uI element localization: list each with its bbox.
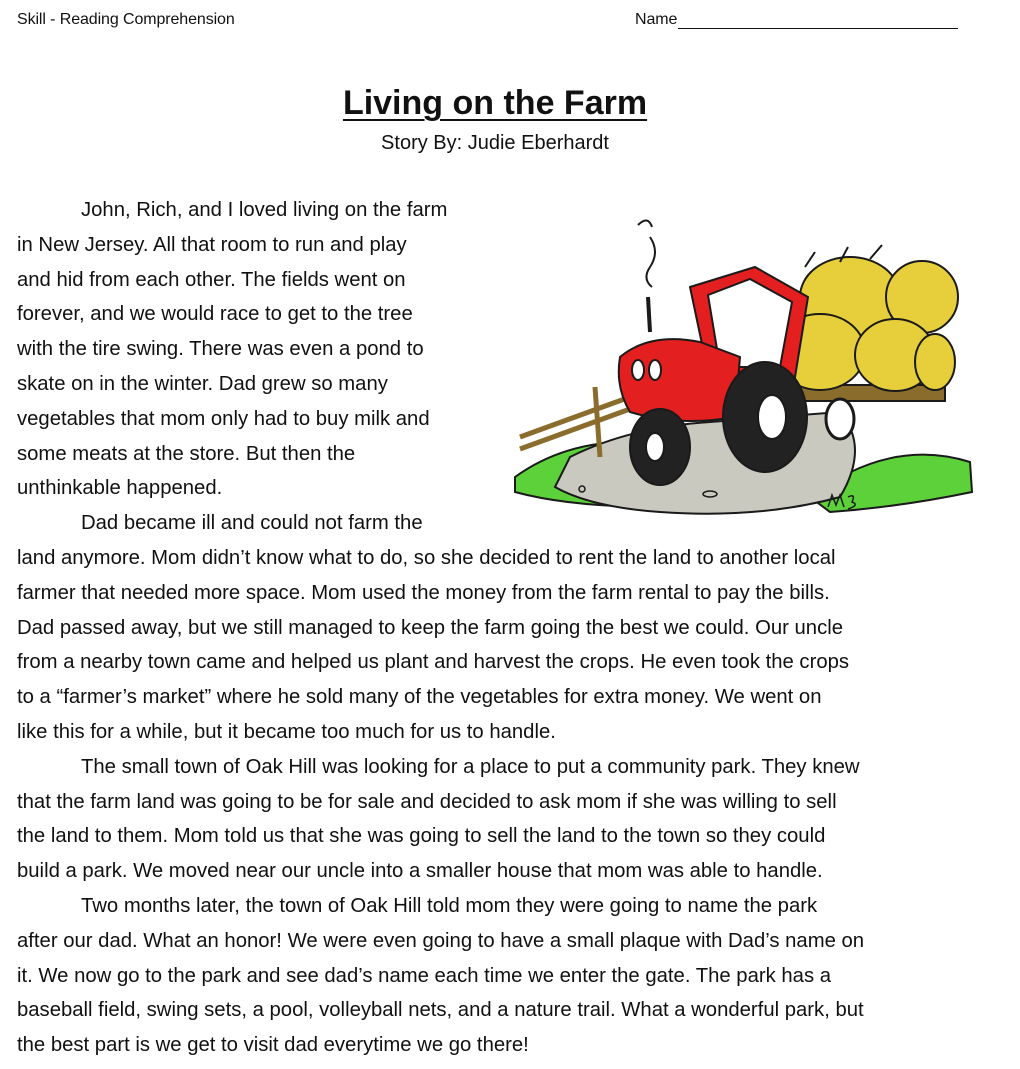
name-label: Name: [635, 11, 678, 28]
paragraph-1: [17, 193, 977, 506]
story-line: build a park. We moved near our uncle into a smaller house that mom was able to handle.: [17, 860, 823, 883]
story-line: the land to them. Mom told us that she was going to sell the land to the town so they could: [17, 825, 826, 848]
story-line: unthinkable happened.: [17, 477, 223, 500]
paragraph-2: [17, 506, 977, 750]
story-line: like this for a while, but it became too much for us to handle.: [17, 720, 556, 743]
story-line: Dad became ill and could not farm the: [81, 512, 423, 535]
story-text: [17, 193, 977, 1063]
story-line: John, Rich, and I loved living on the farm: [81, 199, 448, 221]
story-line: forever, and we would race to get to the tree: [17, 303, 413, 326]
story-line: and hid from each other. The fields went on: [17, 268, 406, 291]
story-line: vegetables that mom only had to buy milk and: [17, 407, 430, 430]
story-line: some meats at the store. But then the: [17, 442, 356, 465]
story-line: baseball field, swing sets, a pool, volleyball nets, and a nature trail. What a wonderful park, but: [17, 999, 864, 1022]
paragraph-3: [17, 750, 977, 889]
paragraph-4: [17, 889, 977, 1063]
name-field[interactable]: [635, 11, 958, 29]
byline: Story By: Judie Eberhardt: [381, 132, 609, 154]
page-title: Living on the Farm: [342, 84, 648, 122]
name-blank-line[interactable]: [678, 12, 958, 29]
story-line: Two months later, the town of Oak Hill told mom they were going to name the park: [81, 894, 818, 917]
story-line: The small town of Oak Hill was looking for a place to put a community park. They knew: [81, 755, 860, 778]
story-line: after our dad. What an honor! We were even going to have a small plaque with Dad’s name on: [17, 929, 865, 952]
story-line: Dad passed away, but we still managed to keep the farm going the best we could. Our uncle: [17, 616, 843, 639]
story-line: that the farm land was going to be for sale and decided to ask mom if she was willing to sell: [17, 790, 837, 813]
story-line: with the tire swing. There was even a pond to: [17, 338, 424, 361]
story-line: from a nearby town came and helped us plant and harvest the crops. He even took the crops: [17, 651, 850, 674]
story-line: it. We now go to the park and see dad’s name each time we enter the gate. The park has a: [17, 964, 832, 987]
story-line: land anymore. Mom didn’t know what to do, so she decided to rent the land to another local: [17, 546, 836, 569]
story-line: to a “farmer’s market” where he sold many of the vegetables for extra money. We went on: [17, 686, 822, 709]
story-line: the best part is we get to visit dad everytime we go there!: [17, 1034, 529, 1057]
story-line: in New Jersey. All that room to run and play: [17, 233, 407, 256]
skill-label: Skill - Reading Comprehension: [17, 11, 235, 28]
story-line: skate on in the winter. Dad grew so many: [17, 372, 388, 395]
story-line: farmer that needed more space. Mom used the money from the farm rental to pay the bills.: [17, 581, 830, 604]
